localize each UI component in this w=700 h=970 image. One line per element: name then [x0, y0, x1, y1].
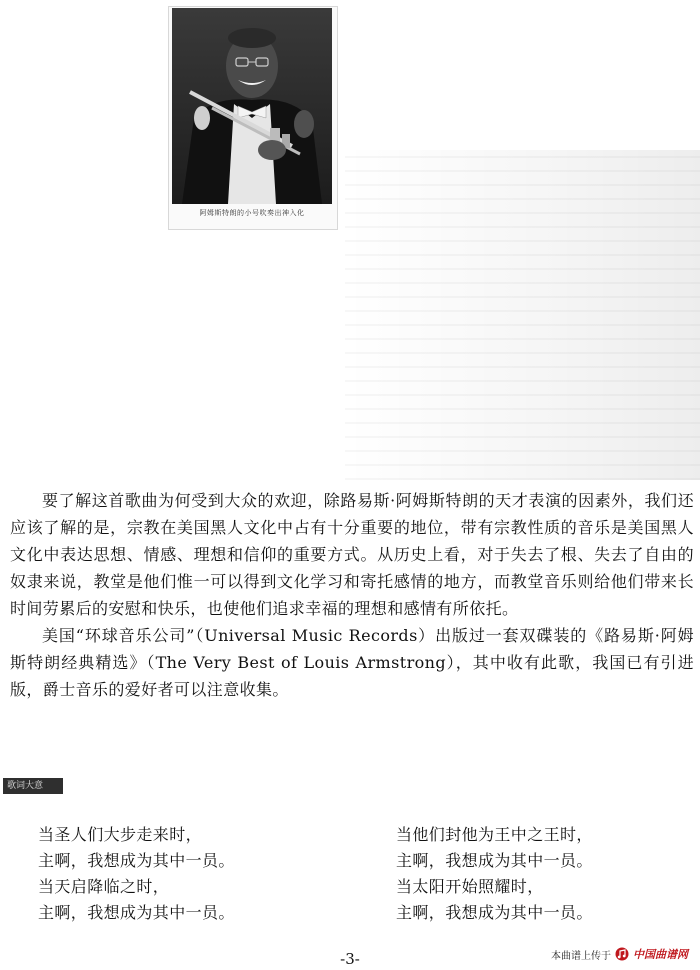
lyrics-section-tag: 歌词大意 — [3, 778, 63, 794]
lyric-line: 主啊，我想成为其中一员。 — [38, 903, 235, 922]
lyrics-left-column — [38, 822, 235, 926]
lyric-line: 主啊，我想成为其中一员。 — [38, 851, 235, 870]
musician-photo — [172, 8, 332, 204]
paragraph-2: 美国“环球音乐公司”（Universal Music Records）出版过一套双碟装的《路易斯·阿姆斯特朗经典精选》（The Very Best of Louis Armstrong），其中收有此歌，我国已有引进版，爵士音乐的爱好者可以注意收集。 — [10, 626, 694, 699]
lyric-line: 主啊，我想成为其中一员。 — [396, 903, 593, 922]
site-watermark — [551, 946, 688, 962]
watermark-brand: 中国曲谱网 — [633, 948, 688, 961]
lyric-line: 当太阳开始照耀时， — [396, 877, 544, 896]
article-body — [10, 487, 694, 703]
watermark-text: 本曲谱上传于 — [551, 950, 611, 962]
paragraph-1: 要了解这首歌曲为何受到大众的欢迎，除路易斯·阿姆斯特朗的天才表演的因素外，我们还应该了解的是，宗教在美国黑人文化中占有十分重要的地位，带有宗教性质的音乐是美国黑人文化中表达思想、情感、理想和信仰的重要方式。从历史上看，对于失去了根、失去了自由的奴隶来说，教堂是他们惟一可以得到文化学习和寄托感情的地方，而教堂音乐则给他们带来长时间劳累后的安慰和快乐，也使他们追求幸福的理想和感情有所依托。 — [10, 491, 694, 618]
lyric-line: 当天启降临之时， — [38, 877, 170, 896]
lyric-line: 主啊，我想成为其中一员。 — [396, 851, 593, 870]
page-bleed-through — [345, 150, 700, 480]
page-number: -3- — [340, 950, 360, 968]
lyric-line: 当圣人们大步走来时， — [38, 825, 203, 844]
music-note-icon — [615, 947, 629, 961]
lyric-line: 当他们封他为王中之王时， — [396, 825, 593, 844]
lyrics-right-column — [396, 822, 593, 926]
photo-caption: 阿姆斯特朗的小号吹奏出神入化 — [199, 209, 305, 217]
